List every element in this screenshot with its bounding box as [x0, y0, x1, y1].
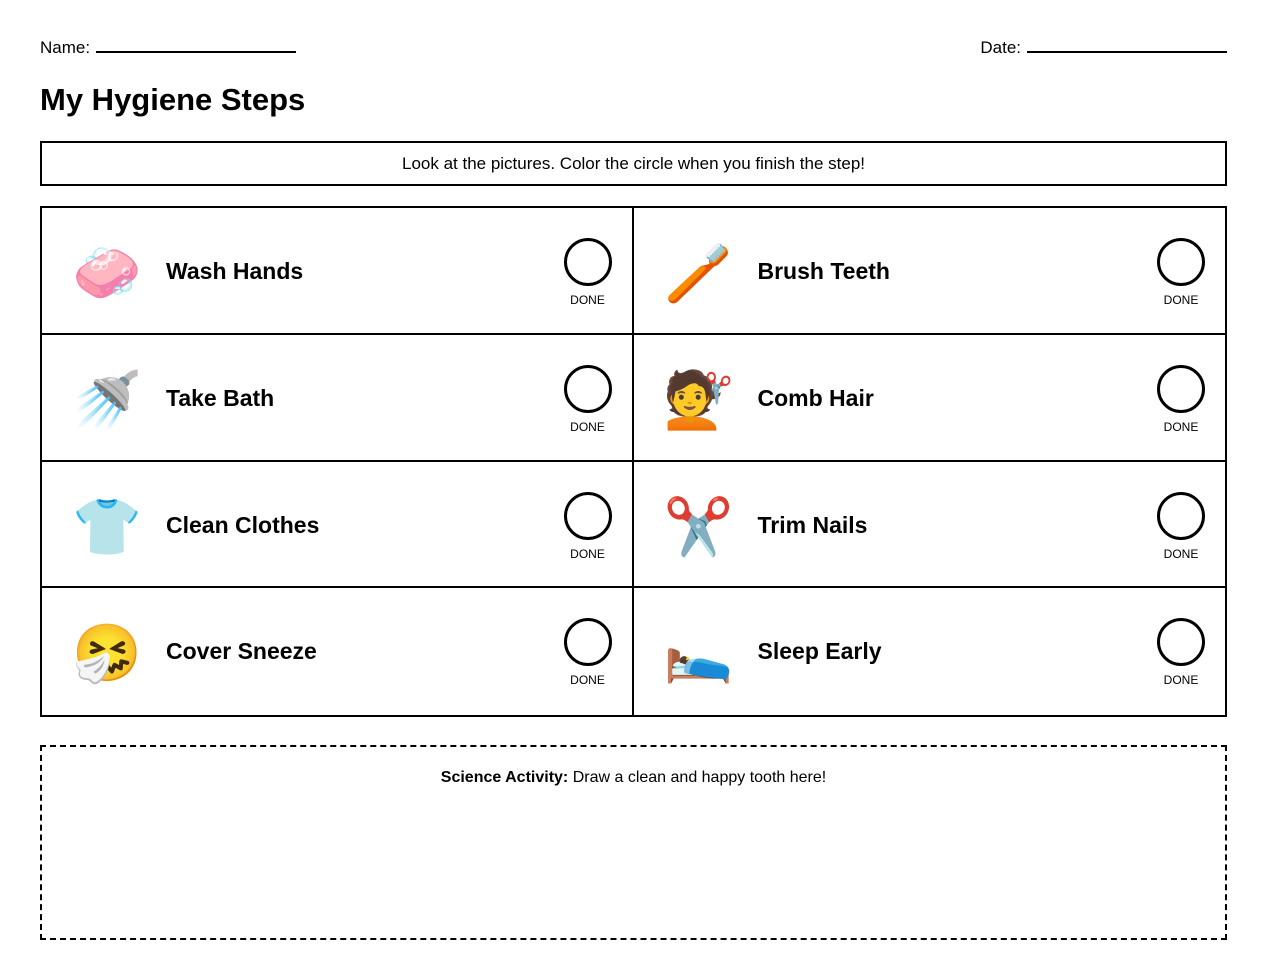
name-field[interactable]	[40, 38, 296, 58]
date-field[interactable]	[980, 38, 1227, 58]
step-card	[42, 208, 634, 335]
date-label: Date:	[980, 38, 1021, 57]
scissors-icon: ✂️	[663, 494, 734, 558]
activity-text: Draw a clean and happy tooth here!	[568, 769, 827, 786]
shower-icon: 🚿	[72, 367, 142, 431]
step-label: Comb Hair	[757, 384, 874, 411]
done-label: DONE	[570, 419, 605, 434]
done-checkbox[interactable]	[564, 238, 612, 307]
step-label: Clean Clothes	[166, 511, 320, 538]
done-checkbox[interactable]	[564, 618, 612, 687]
done-circle[interactable]	[1157, 618, 1205, 666]
done-label: DONE	[1163, 293, 1199, 307]
step-label: Trim Nails	[757, 511, 868, 538]
drawing-area[interactable]	[40, 745, 1227, 940]
page-title: My Hygiene Steps	[40, 82, 306, 117]
done-circle[interactable]	[564, 238, 612, 286]
activity-title: Science Activity:	[440, 769, 569, 786]
done-label: DONE	[1163, 673, 1199, 688]
step-label: Take Bath	[166, 384, 275, 411]
haircut-icon: 💇	[663, 367, 734, 431]
done-checkbox[interactable]	[564, 365, 612, 434]
step-card	[634, 335, 1226, 462]
soap-icon: 🧼	[72, 241, 142, 304]
done-checkbox[interactable]	[564, 492, 612, 561]
done-checkbox[interactable]	[1157, 365, 1205, 434]
done-circle[interactable]	[564, 365, 612, 413]
done-checkbox[interactable]	[1157, 238, 1205, 307]
done-circle[interactable]	[1157, 238, 1205, 286]
step-label: Wash Hands	[166, 258, 304, 284]
toothbrush-icon: 🪥	[663, 241, 734, 304]
done-circle[interactable]	[564, 618, 612, 666]
name-line[interactable]	[96, 50, 296, 53]
date-line[interactable]	[1027, 50, 1227, 53]
step-label: Cover Sneeze	[166, 638, 317, 665]
step-card	[42, 462, 634, 589]
done-label: DONE	[570, 293, 605, 307]
activity-prompt	[42, 769, 1225, 787]
steps-grid	[40, 206, 1227, 717]
step-card	[634, 588, 1226, 715]
step-card	[634, 462, 1226, 589]
step-card	[42, 588, 634, 715]
done-circle[interactable]	[1157, 365, 1205, 413]
name-label: Name:	[40, 38, 91, 57]
done-label: DONE	[1163, 419, 1199, 434]
tshirt-icon: 👕	[72, 494, 142, 558]
done-checkbox[interactable]	[1157, 492, 1205, 561]
sneezing-face-icon: 🤧	[72, 621, 142, 685]
instructions-box: Look at the pictures. Color the circle when you finish the step!	[40, 141, 1227, 186]
step-card	[42, 335, 634, 462]
done-label: DONE	[1163, 546, 1199, 561]
bed-icon: 🛌	[663, 621, 734, 685]
step-label: Sleep Early	[757, 638, 882, 665]
step-label: Brush Teeth	[757, 258, 890, 284]
done-checkbox[interactable]	[1157, 618, 1205, 687]
step-card	[634, 208, 1226, 335]
done-circle[interactable]	[1157, 492, 1205, 540]
done-label: DONE	[570, 673, 605, 688]
done-circle[interactable]	[564, 492, 612, 540]
done-label: DONE	[570, 546, 605, 561]
